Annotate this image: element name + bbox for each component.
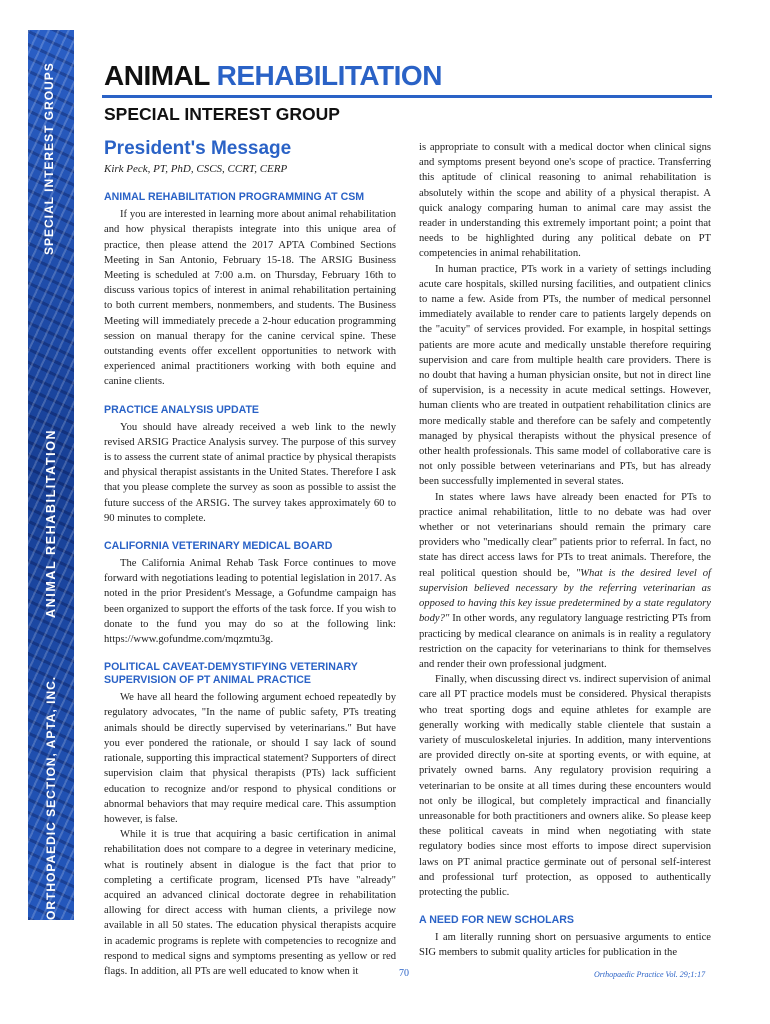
article-author: Kirk Peck, PT, PhD, CSCS, CCRT, CERP xyxy=(104,163,288,175)
paragraph-human-practice: In human practice, PTs work in a variety of settings including acute care hospitals, skilled nursing facilities, and outpatient clinics to name a few. Aside from PTs, the number of medical personnel immediately available to render care to patients largely depends on the "acuity" of services provided. For example, in hospital settings patients are more acute and medically unstable therefore requiring supervision and care from multiple health care providers. There is no doubt that having a human physician onsite, but not in direct line of supervision, is a necessity in acute medical settings. However, human clients who are treated in outpatient rehabilitation clinics are more medically stable and therefore can be safely and competently managed by physical therapists without the physical presence of other health professionals. This same model of collaborative care is not only possible between veterinarians and PTs, but has already been successfully implemented in several states. xyxy=(419,263,711,488)
paragraph-continued: is appropriate to consult with a medical doctor when clinical signs and symptoms present beyond one's scope of practice. Transferring this aptitude of clinical reasoning to animal rehabilitation is absolutely within the scope and ability of a physical therapist. A quick analogy comparing human to animal care may assist the reader in understanding this extremely important point; a point that needs to be highlighted during any political debate on PT competencies in animal rehabilitation. xyxy=(419,142,711,260)
paragraph-state-laws xyxy=(419,490,711,672)
page-number: 70 xyxy=(399,968,409,979)
sidebar-label-orthopaedic-section: ORTHOPAEDIC SECTION, APTA, INC. xyxy=(44,675,58,920)
paragraph-programming: If you are interested in learning more about animal rehabilitation and how physical therapists integrate into this unique area of practice, then please attend the 2017 APTA Combined Sections Meeting in San Antonio, February 15-18. The ARSIG Business Meeting is scheduled at 7:00 a.m. on Thursday, February 16th to discuss various topics of interest in animal rehabilitation pertaining to both current members, nonmembers, and students. The Business Meeting will immediately precede a 2-hour education programming session on manual therapy for the canine cervical spine. These outstanding events offer excellent opportunities to network with experienced animal practitioners working with both equine and canine clients. xyxy=(104,209,396,388)
paragraph-state-laws-a: In states where laws have already been enacted for PTs to practice animal rehabilitation, little to no debate was had over whether or not veterinarians should remain the primary care providers who "medically clear" patients prior to referral. In fact, no state has direct access laws for PTs to treat animals. Therefore, the real political question should be, xyxy=(419,491,711,579)
paragraph-new-scholars: I am literally running short on persuasive arguments to entice SIG members to submit quality articles for publication in the xyxy=(419,932,711,959)
sidebar-band xyxy=(28,30,74,920)
sidebar-label-special-interest-groups: SPECIAL INTEREST GROUPS xyxy=(42,62,56,255)
page-title-part1: ANIMAL xyxy=(104,60,217,91)
page-title-part2: REHABILITATION xyxy=(216,60,442,91)
title-rule xyxy=(102,95,712,98)
section-heading-practice-analysis: PRACTICE ANALYSIS UPDATE xyxy=(104,403,259,416)
paragraph-practice-analysis: You should have already received a web link to the newly revised ARSIG Practice Analysis survey. The purpose of this survey is to assess the current state of animal practice by physical therapists and physical therapist assistants in the United States. Therefore I ask that you please complete the survey as soon as possible to assist the future success of the ARSIG. The survey takes approximately 60 to 90 minutes to complete. xyxy=(104,421,396,524)
paragraph-political-caveat-2: While it is true that acquiring a basic certification in animal rehabilitation does not compare to a degree in veterinary medicine, what is routinely absent in dialogue is the fact that prior to completing a certificate program, licensed PTs have "already" acquired an advanced clinical doctorate degree in rehabilitation allowing for direct access with human clients, a privilege now available in all 50 states. The education physical therapists acquire in academic programs is replete with competencies to recognize and respond to medical signs and symptoms presenting as yellow or red flags. In addition, all PTs are well educated to know when it xyxy=(104,829,396,977)
journal-citation: Orthopaedic Practice Vol. 29;1:17 xyxy=(594,970,706,979)
sidebar-label-animal-rehabilitation: ANIMAL REHABILITATION xyxy=(44,428,58,618)
left-column xyxy=(104,136,396,979)
section-heading-political-caveat: POLITICAL CAVEAT-DEMYSTIFYING VETERINARY SUPERVISION OF PT ANIMAL PRACTICE xyxy=(104,661,358,687)
paragraph-state-laws-b: In other words, any regulatory language restricting PTs from practicing by medical clearance on animals is in reality a regulatory restriction on the capacity for veterinarians to think for themselves and render their own professional judgment. xyxy=(419,613,711,670)
section-heading-new-scholars: A NEED FOR NEW SCHOLARS xyxy=(419,914,574,927)
page-title xyxy=(104,60,442,92)
paragraph-supervision: Finally, when discussing direct vs. indirect supervision of animal care all PT practice models must be considered. Physical therapists who treat sporting dogs and equine athletes for example are generally working with medically stable clientele that sustain a variety of musculoskeletal injuries. In addition, many interventions are provided directly on-site at sporting events, or with equine, at privately owned barns. Any regulatory provision requiring a veterinarian to be onsite at all times during these encounters would not only be illogical, but completely impractical and financially unreasonable for both practitioners and owners alike. So please keep these political caveats in mind when negotiating with state regulatory bodies since most efforts to impose direct supervision laws on PT animal practice germinate out of personal self-interest and professional turf protection, as opposed to authentically protecting the public. xyxy=(419,674,711,898)
page-subtitle: SPECIAL INTEREST GROUP xyxy=(104,104,340,124)
paragraph-state-laws-question: "What is the desired level of supervision believed necessary by the referring veterinarian as opposed to having this key issue predetermined by a state regulatory body?" xyxy=(419,567,711,625)
paragraph-political-caveat-1: We have all heard the following argument echoed repeatedly by regulatory advocates, "In the name of public safety, PTs treating animals should be directly supervised by veterinarians." But have you ever pondered the rationale, or should I say lack of sound rationale, supporting this impractical statement? Supporters of direct supervision claim that physical therapists (PTs) lack sufficient education to recognize and/or respond to physical conditions or abnormal behaviors that may require medical care. This assumption however, is false. xyxy=(104,692,396,825)
paragraph-california-board: The California Animal Rehab Task Force continues to move forward with negotiations leading to potential legislation in 2017. As noted in the prior President's Message, a Gofundme campaign has been organized to support the efforts of the task force. If you wish to donate to the fund you may do so at the following link: https://www.gofundme.com/mqzmtu3g. xyxy=(104,558,396,646)
section-heading-programming: ANIMAL REHABILITATION PROGRAMMING AT CSM xyxy=(104,191,365,204)
section-heading-california-board: CALIFORNIA VETERINARY MEDICAL BOARD xyxy=(104,540,333,553)
right-column xyxy=(419,140,711,961)
article-title: President's Message xyxy=(104,138,292,159)
